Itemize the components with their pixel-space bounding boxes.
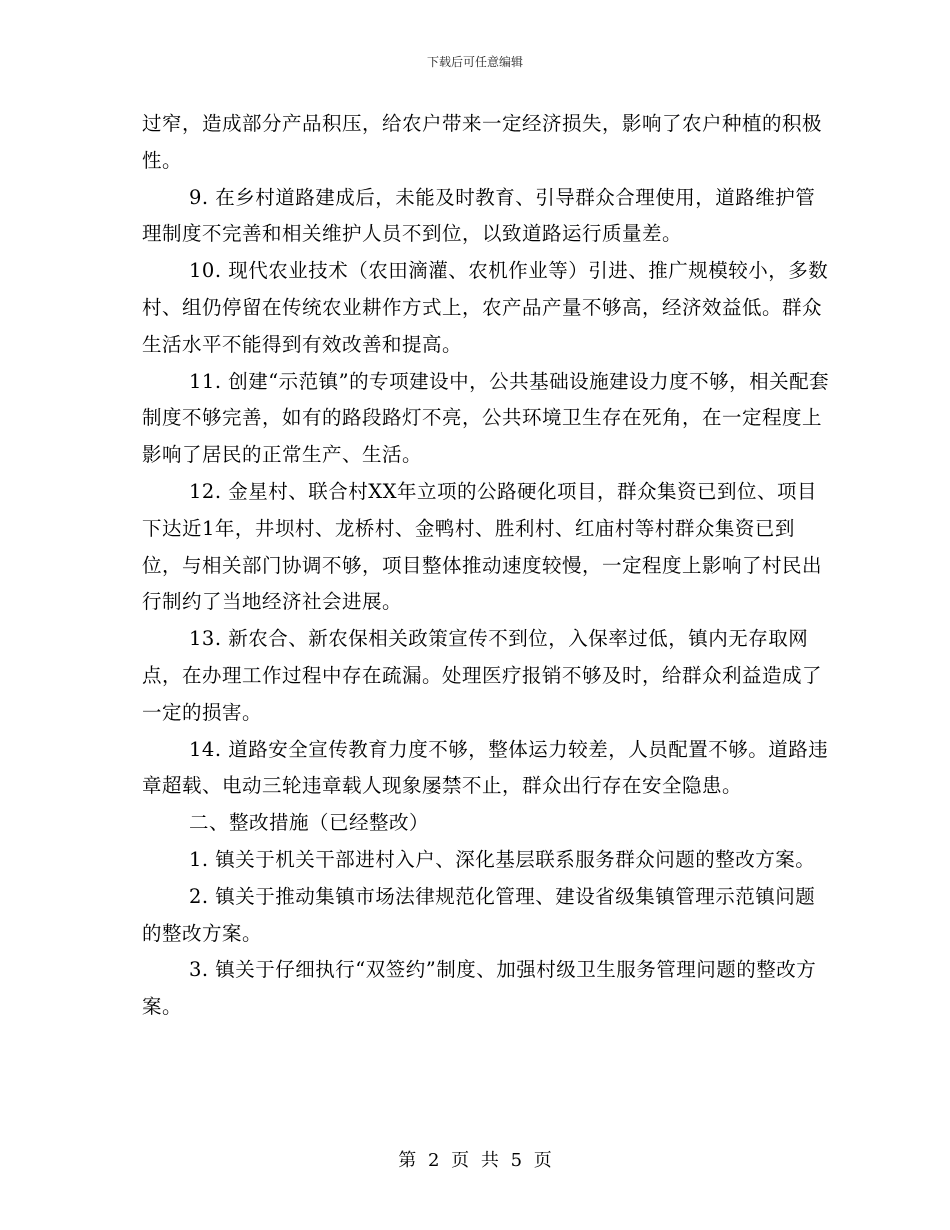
paragraph-item-14: 14. 道路安全宣传教育力度不够，整体运力较差，人员配置不够。道路违章超载、电动三轮违章载人现象屡禁不止，群众出行存在安全隐患。	[142, 737, 829, 798]
measure-item-3: 3. 镇关于仔细执行“双签约”制度、加强村级卫生服务管理问题的整改方案。	[142, 958, 817, 1019]
section-heading-rectification: 二、整改措施（已经整改）	[189, 811, 430, 835]
paragraph-item-10: 10. 现代农业技术（农田滴灌、农机作业等）引进、推广规模较小，多数村、组仍停留在传统农业耕作方式上，农产品产量不够高，经济效益低。群众生活水平不能得到有效改善和提高。	[142, 259, 829, 356]
page-header-note: 下载后可任意编辑	[426, 55, 523, 69]
measure-item-2: 2. 镇关于推动集镇市场法律规范化管理、建设省级集镇管理示范镇问题的整改方案。	[142, 884, 816, 945]
document-body	[142, 106, 832, 1026]
measure-item-1: 1. 镇关于机关干部进村入户、深化基层联系服务群众问题的整改方案。	[189, 847, 816, 871]
page-number: 第 2 页 共 5 页	[398, 1150, 552, 1171]
paragraph-item-13: 13. 新农合、新农保相关政策宣传不到位，入保率过低，镇内无存取网点，在办理工作过程中存在疏漏。处理医疗报销不够及时，给群众利益造成了一定的损害。	[142, 627, 823, 724]
paragraph-item-11: 11. 创建“示范镇”的专项建设中，公共基础设施建设力度不够，相关配套制度不够完善，如有的路段路灯不亮，公共环境卫生存在死角，在一定程度上影响了居民的正常生产、生活。	[142, 369, 830, 467]
paragraph-item-9: 9. 在乡村道路建成后，未能及时教育、引导群众合理使用，道路维护管理制度不完善和相关维护人员不到位，以致道路运行质量差。	[142, 185, 816, 246]
paragraph-continuation: 过窄，造成部分产品积压，给农户带来一定经济损失，影响了农户种植的积极性。	[142, 112, 823, 172]
paragraph-item-12: 12. 金星村、联合村XX年立项的公路硬化项目，群众集资已到位、项目下达近1年，井坝村、龙桥村、金鸭村、胜利村、红庙村等村群众集资已到位，与相关部门协调不够，项目整体推动速度较慢，一定程度上影响了村民出行制约了当地经济社会进展。	[142, 479, 823, 614]
